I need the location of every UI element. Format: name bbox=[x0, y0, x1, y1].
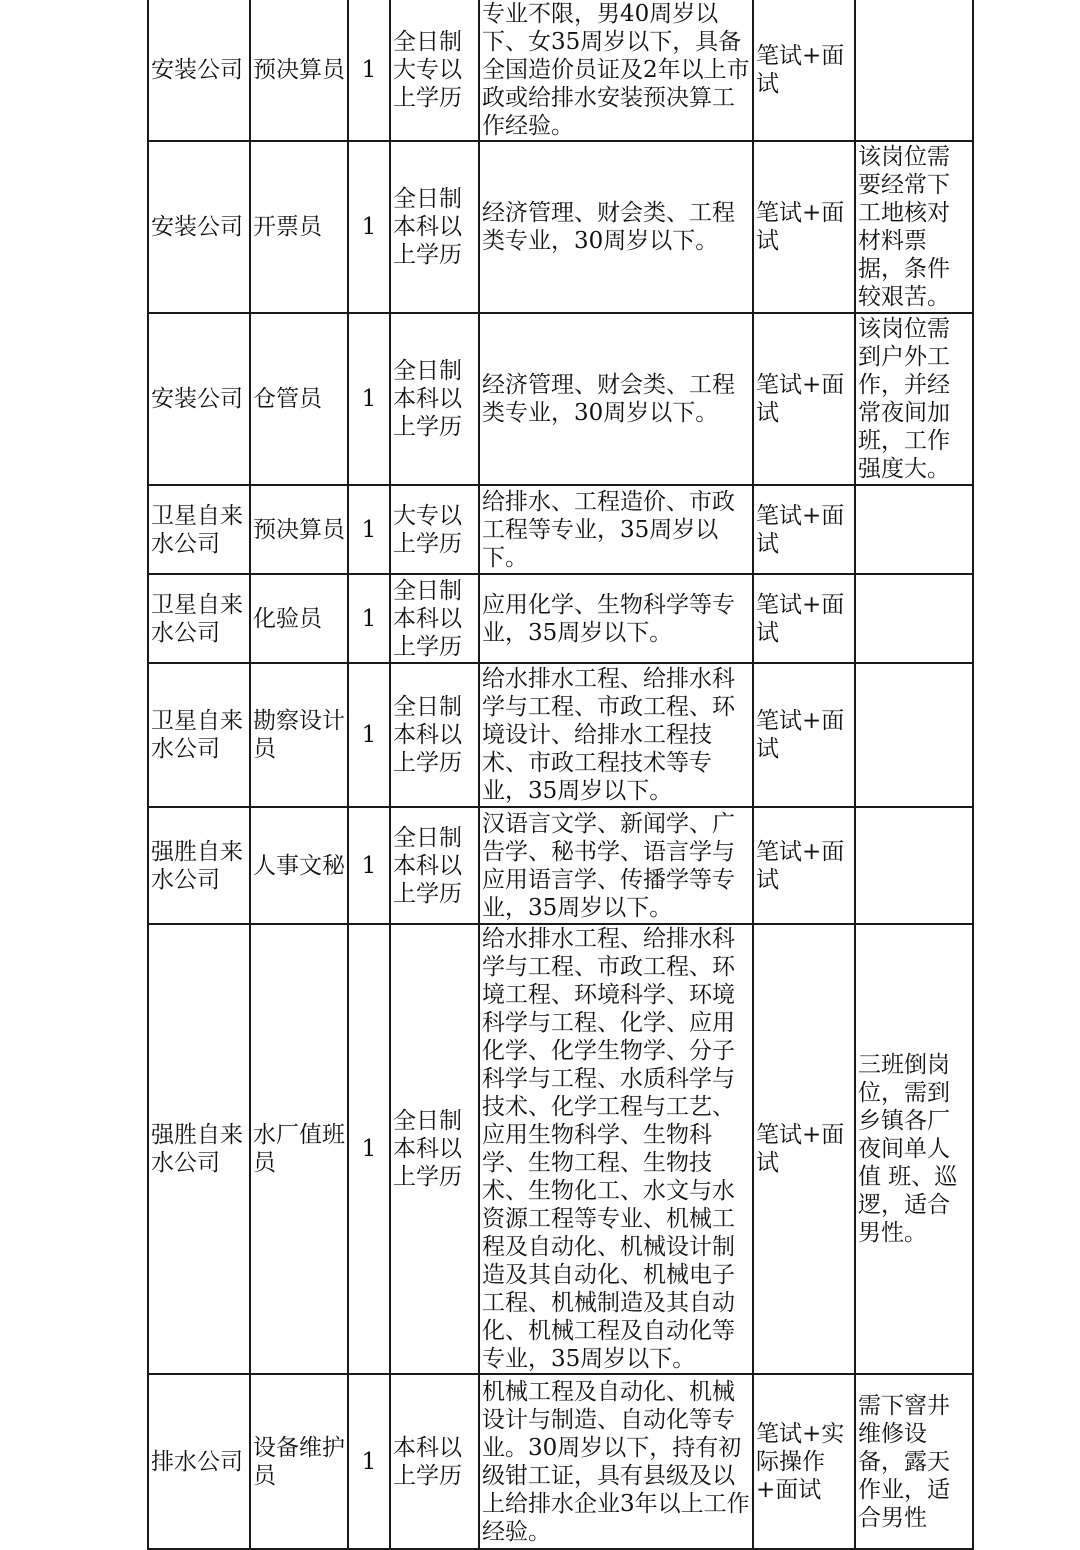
unit-cell: 卫星自来水公司 bbox=[148, 574, 250, 663]
unit-cell: 强胜自来水公司 bbox=[148, 807, 250, 924]
count-cell: 1 bbox=[348, 807, 390, 924]
table-row bbox=[148, 485, 973, 574]
note-cell bbox=[855, 485, 973, 574]
table-row bbox=[148, 663, 973, 807]
education-cell: 大专以上学历 bbox=[390, 485, 479, 574]
unit-cell: 卫星自来水公司 bbox=[148, 663, 250, 807]
count-cell: 1 bbox=[348, 485, 390, 574]
education-cell: 全日制本科以上学历 bbox=[390, 807, 479, 924]
count-cell: 1 bbox=[348, 313, 390, 485]
note-cell: 该岗位需到户外工作，并经常夜间加班，工作强度大。 bbox=[855, 313, 973, 485]
table-row bbox=[148, 313, 973, 485]
education-cell: 全日制本科以上学历 bbox=[390, 141, 479, 313]
exam-cell: 笔试+面试 bbox=[753, 663, 855, 807]
note-cell: 三班倒岗位，需到乡镇各厂夜间单人值 班、巡逻，适合男性。 bbox=[855, 924, 973, 1374]
unit-cell: 安装公司 bbox=[148, 0, 250, 141]
table-row bbox=[148, 574, 973, 663]
unit-cell: 强胜自来水公司 bbox=[148, 924, 250, 1374]
unit-cell: 排水公司 bbox=[148, 1374, 250, 1549]
table-row bbox=[148, 141, 973, 313]
position-cell: 化验员 bbox=[250, 574, 348, 663]
table-row bbox=[148, 924, 973, 1374]
count-cell: 1 bbox=[348, 141, 390, 313]
position-cell: 设备维护员 bbox=[250, 1374, 348, 1549]
requirements-cell: 汉语言文学、新闻学、广告学、秘书学、语言学与应用语言学、传播学等专业，35周岁以下。 bbox=[479, 807, 753, 924]
requirements-cell: 专业不限，男40周岁以下、女35周岁以下，具备全国造价员证及2年以上市政或给排水安装预决算工作经验。 bbox=[479, 0, 753, 141]
position-cell: 开票员 bbox=[250, 141, 348, 313]
education-cell: 全日制本科以上学历 bbox=[390, 924, 479, 1374]
exam-cell: 笔试+面试 bbox=[753, 485, 855, 574]
count-cell: 1 bbox=[348, 1374, 390, 1549]
position-cell: 人事文秘 bbox=[250, 807, 348, 924]
count-cell: 1 bbox=[348, 924, 390, 1374]
note-cell bbox=[855, 574, 973, 663]
exam-cell: 笔试+面试 bbox=[753, 924, 855, 1374]
unit-cell: 卫星自来水公司 bbox=[148, 485, 250, 574]
position-cell: 预决算员 bbox=[250, 0, 348, 141]
note-cell bbox=[855, 0, 973, 141]
requirements-cell: 应用化学、生物科学等专业，35周岁以下。 bbox=[479, 574, 753, 663]
position-cell: 水厂值班员 bbox=[250, 924, 348, 1374]
requirements-cell: 给水排水工程、给排水科学与工程、市政工程、环境设计、给排水工程技术、市政工程技术等专业，35周岁以下。 bbox=[479, 663, 753, 807]
count-cell: 1 bbox=[348, 663, 390, 807]
table-row bbox=[148, 0, 973, 141]
exam-cell: 笔试+面试 bbox=[753, 141, 855, 313]
exam-cell: 笔试+面试 bbox=[753, 313, 855, 485]
requirements-cell: 机械工程及自动化、机械设计与制造、自动化等专业。30周岁以下，持有初级钳工证，具有县级及以上给排水企业3年以上工作经验。 bbox=[479, 1374, 753, 1549]
table-row bbox=[148, 807, 973, 924]
note-cell: 需下窨井维修设备，露天作业，适合男性 bbox=[855, 1374, 973, 1549]
table-row bbox=[148, 1374, 973, 1549]
education-cell: 全日制大专以上学历 bbox=[390, 0, 479, 141]
exam-cell: 笔试+实际操作+面试 bbox=[753, 1374, 855, 1549]
education-cell: 全日制本科以上学历 bbox=[390, 663, 479, 807]
unit-cell: 安装公司 bbox=[148, 313, 250, 485]
requirements-cell: 经济管理、财会类、工程类专业，30周岁以下。 bbox=[479, 313, 753, 485]
exam-cell: 笔试+面试 bbox=[753, 807, 855, 924]
education-cell: 本科以上学历 bbox=[390, 1374, 479, 1549]
count-cell: 1 bbox=[348, 574, 390, 663]
education-cell: 全日制本科以上学历 bbox=[390, 313, 479, 485]
exam-cell: 笔试+面试 bbox=[753, 0, 855, 141]
count-cell: 1 bbox=[348, 0, 390, 141]
recruitment-table bbox=[147, 0, 974, 1550]
note-cell bbox=[855, 663, 973, 807]
exam-cell: 笔试+面试 bbox=[753, 574, 855, 663]
note-cell: 该岗位需要经常下工地核对材料票据，条件较艰苦。 bbox=[855, 141, 973, 313]
position-cell: 预决算员 bbox=[250, 485, 348, 574]
requirements-cell: 给排水、工程造价、市政工程等专业，35周岁以下。 bbox=[479, 485, 753, 574]
education-cell: 全日制本科以上学历 bbox=[390, 574, 479, 663]
requirements-cell: 给水排水工程、给排水科学与工程、市政工程、环境工程、环境科学、环境科学与工程、化学、应用化学、化学生物学、分子科学与工程、水质科学与技术、化学工程与工艺、应用生物科学、生物科学、生物工程、生物技术、生物化工、水文与水资源工程等专业、机械工程及自动化、机械设计制造及其自动化、机械电子工程、机械制造及其自动化、机械工程及自动化等专业，35周岁以下。 bbox=[479, 924, 753, 1374]
requirements-cell: 经济管理、财会类、工程类专业，30周岁以下。 bbox=[479, 141, 753, 313]
position-cell: 勘察设计员 bbox=[250, 663, 348, 807]
note-cell bbox=[855, 807, 973, 924]
unit-cell: 安装公司 bbox=[148, 141, 250, 313]
position-cell: 仓管员 bbox=[250, 313, 348, 485]
